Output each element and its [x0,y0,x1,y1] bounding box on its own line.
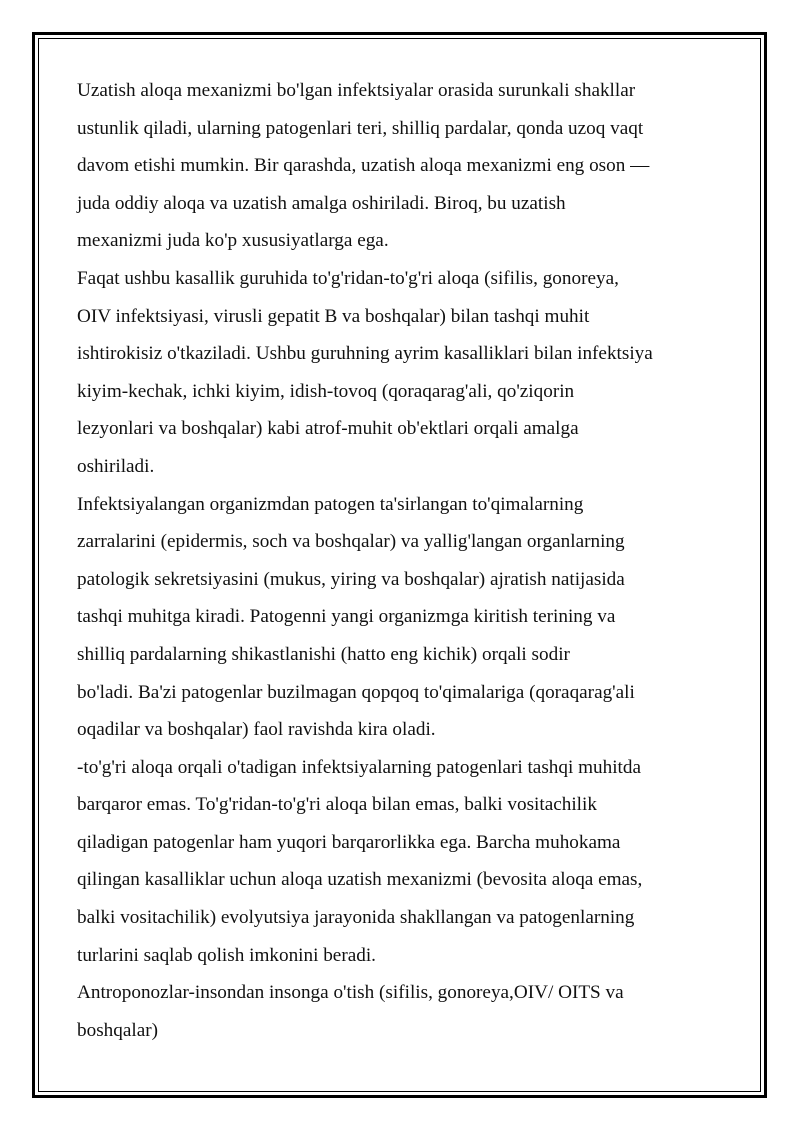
text-line: balki vositachilik) evolyutsiya jarayonida shakllangan va patogenlarning [77,907,635,929]
document-body [77,72,737,1049]
text-line: boshqalar) [77,1019,158,1041]
text-line: ishtirokisiz o'tkaziladi. Ushbu guruhning ayrim kasalliklari bilan infektsiya [77,343,653,365]
text-line: Infektsiyalangan organizmdan patogen ta'sirlangan to'qimalarning [77,493,584,515]
text-line: qiladigan patogenlar ham yuqori barqarorlikka ega. Barcha muhokama [77,831,621,853]
text-line: bo'ladi. Ba'zi patogenlar buzilmagan qopqoq to'qimalariga (qoraqarag'ali [77,681,635,703]
text-line: mexanizmi juda ko'p xususiyatlarga ega. [77,230,389,252]
text-line: oqadilar va boshqalar) faol ravishda kira oladi. [77,719,436,741]
text-line: turlarini saqlab qolish imkonini beradi. [77,944,376,966]
text-line: juda oddiy aloqa va uzatish amalga oshiriladi. Biroq, bu uzatish [77,192,566,214]
text-line: tashqi muhitga kiradi. Patogenni yangi organizmga kiritish terining va [77,606,616,628]
text-line: shilliq pardalarning shikastlanishi (hatto eng kichik) orqali sodir [77,643,570,665]
text-line: barqaror emas. To'g'ridan-to'g'ri aloqa bilan emas, balki vositachilik [77,794,597,816]
text-line: patologik sekretsiyasini (mukus, yiring va boshqalar) ajratish natijasida [77,568,625,590]
text-line: Uzatish aloqa mexanizmi bo'lgan infektsiyalar orasida surunkali shakllar [77,80,636,101]
text-line: davom etishi mumkin. Bir qarashda, uzatish aloqa mexanizmi eng oson — [77,155,650,177]
text-line: kiyim-kechak, ichki kiyim, idish-tovoq (qoraqarag'ali, qo'ziqorin [77,380,575,402]
text-line: -to'g'ri aloqa orqali o'tadigan infektsiyalarning patogenlari tashqi muhitda [77,756,641,778]
text-line: qilingan kasalliklar uchun aloqa uzatish mexanizmi (bevosita aloqa emas, [77,869,643,891]
text-line: OIV infektsiyasi, virusli gepatit B va boshqalar) bilan tashqi muhit [77,305,590,327]
text-line: Faqat ushbu kasallik guruhida to'g'ridan-to'g'ri aloqa (sifilis, gonoreya, [77,267,619,289]
text-line: ustunlik qiladi, ularning patogenlari teri, shilliq pardalar, qonda uzoq vaqt [77,117,644,139]
text-line: Antroponozlar-insondan insonga o'tish (sifilis, gonoreya,OIV/ OITS va [77,982,624,1004]
text-line: lezyonlari va boshqalar) kabi atrof-muhit ob'ektlari orqali amalga [77,418,579,440]
text-line: oshiriladi. [77,455,155,477]
text-line: zarralarini (epidermis, soch va boshqalar) va yallig'langan organlarning [77,531,625,553]
